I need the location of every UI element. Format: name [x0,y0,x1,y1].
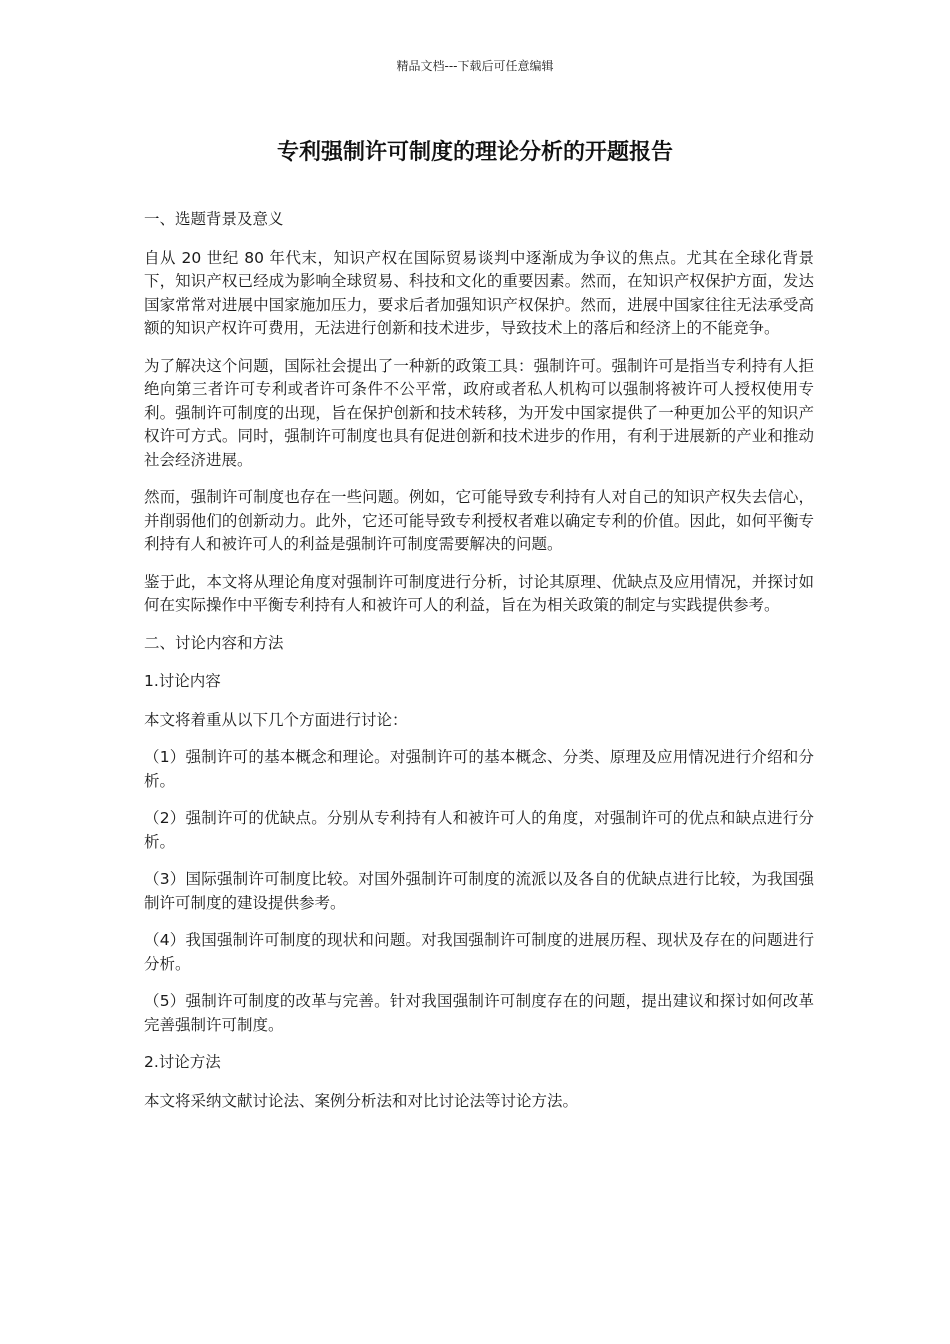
paragraph: 然而，强制许可制度也存在一些问题。例如，它可能导致专利持有人对自己的知识产权失去信心，并削弱他们的创新动力。此外，它还可能导致专利授权者难以确定专利的价值。因此，如何平衡专利持有人和被许可人的利益是强制许可制度需要解决的问题。 [144,488,814,553]
paragraph: 为了解决这个问题，国际社会提出了一种新的政策工具：强制许可。强制许可是指当专利持有人拒绝向第三者许可专利或者许可条件不公平常，政府或者私人机构可以强制将被许可人授权使用专利。强制许可制度的出现，旨在保护创新和技术转移，为开发中国家提供了一种更加公平的知识产权许可方式。同时，强制许可制度也具有促进创新和技术进步的作用，有利于进展新的产业和推动社会经济进展。 [144,356,814,469]
section-heading-background: 一、选题背景及意义 [144,210,284,228]
subsection-heading-content: 1.讨论内容 [144,672,221,690]
section-heading-content-methods: 二、讨论内容和方法 [144,633,284,652]
subsection-heading-methods: 2.讨论方法 [144,1053,221,1071]
document-title: 专利强制许可制度的理论分析的开题报告 [276,140,673,165]
list-item: （4）我国强制许可制度的现状和问题。对我国强制许可制度的进展历程、现状及存在的问题进行分析。 [144,931,814,973]
list-item: （5）强制许可制度的改革与完善。针对我国强制许可制度存在的问题，提出建议和探讨如何改革完善强制许可制度。 [144,992,814,1034]
paragraph: 本文将着重从以下几个方面进行讨论： [144,710,408,729]
page-header: 精品文档---下载后可任意编辑 [396,59,554,73]
paragraph: 本文将采纳文献讨论法、案例分析法和对比讨论法等讨论方法。 [144,1091,579,1110]
list-item: （1）强制许可的基本概念和理论。对强制许可的基本概念、分类、原理及应用情况进行介绍和分析。 [144,748,814,790]
list-item: （2）强制许可的优缺点。分别从专利持有人和被许可人的角度，对强制许可的优点和缺点进行分析。 [144,809,814,851]
paragraph: 鉴于此，本文将从理论角度对强制许可制度进行分析，讨论其原理、优缺点及应用情况，并探讨如何在实际操作中平衡专利持有人和被许可人的利益，旨在为相关政策的制定与实践提供参考。 [144,572,814,614]
list-item: （3）国际强制许可制度比较。对国外强制许可制度的流派以及各自的优缺点进行比较，为我国强制许可制度的建设提供参考。 [144,870,814,912]
document-body [144,208,814,1127]
paragraph: 自从 20 世纪 80 年代末，知识产权在国际贸易谈判中逐渐成为争议的焦点。尤其在全球化背景下，知识产权已经成为影响全球贸易、科技和文化的重要因素。然而，在知识产权保护方面，发达国家常常对进展中国家施加压力，要求后者加强知识产权保护。然而，进展中国家往往无法承受高额的知识产权许可费用，无法进行创新和技术进步，导致技术上的落后和经济上的不能竞争。 [144,248,814,337]
